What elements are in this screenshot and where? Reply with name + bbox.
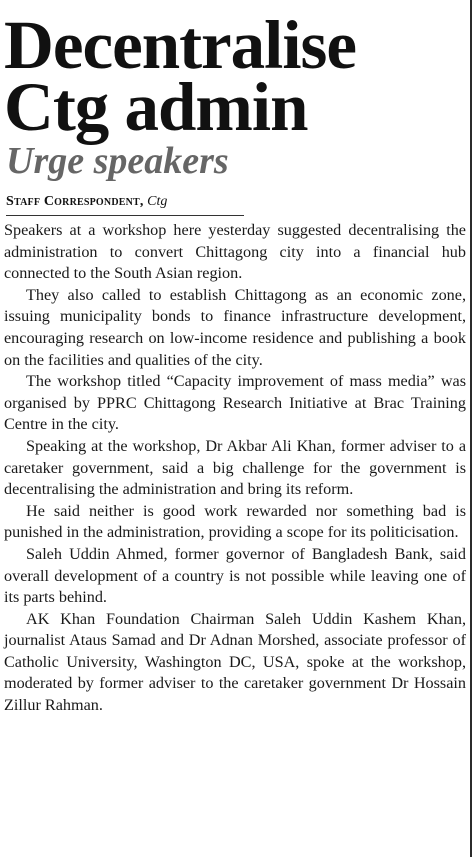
- paragraph-1: Speakers at a workshop here yesterday suggested decentralising the administration to convert Chittagong city into a financial hub connected to the South Asian region.: [4, 221, 466, 283]
- paragraph-7: AK Khan Foundation Chairman Saleh Uddin Kashem Khan, journalist Ataus Samad and Dr Adnan Morshed, associate professor of Catholic University, Washington DC, USA, spoke at the workshop, moderated by former adviser to the caretaker government Dr Hossain Zillur Rahman.: [4, 609, 466, 715]
- byline-author: Staff Correspondent,: [6, 194, 144, 209]
- article-body: [4, 220, 466, 717]
- paragraph-2: They also called to establish Chittagong as an economic zone, issuing municipality bonds to finance infrastructure development, encouraging research on low-income residence and publishing a book on the facilities and qualities of the city.: [4, 285, 466, 369]
- headline: [4, 7, 468, 145]
- headline-line-1: Decentralise: [4, 7, 357, 83]
- paragraph-4: Speaking at the workshop, Dr Akbar Ali Khan, former adviser to a caretaker government, said a big challenge for the government is decentralising the administration and bring its reform.: [4, 436, 466, 499]
- paragraph-6: Saleh Uddin Ahmed, former governor of Bangladesh Bank, said overall development of a country is not possible while leaving one of its parts behind.: [4, 544, 466, 607]
- headline-line-2: Ctg admin: [4, 69, 308, 145]
- paragraph-5: He said neither is good work rewarded nor something bad is punished in the administration, providing a scope for its politicisation.: [4, 501, 466, 542]
- subheadline: Urge speakers: [6, 140, 229, 182]
- byline: [6, 193, 244, 216]
- paragraph-3: The workshop titled “Capacity improvement of mass media” was organised by PPRC Chittagong Research Initiative at Brac Training Centre in the city.: [4, 372, 466, 434]
- byline-city: Ctg: [147, 194, 168, 209]
